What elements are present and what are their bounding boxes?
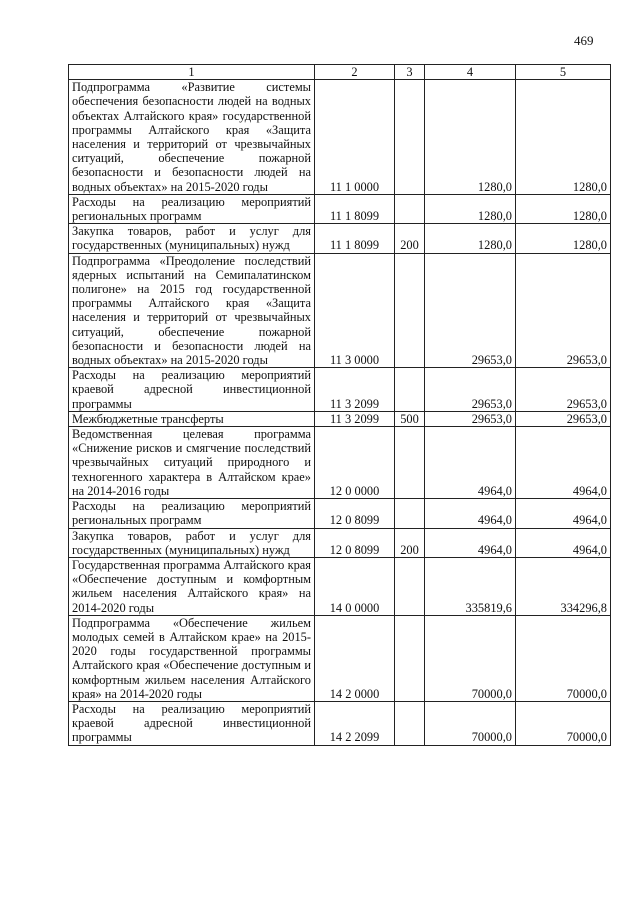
row-amount-col4: 4964,0 [425, 528, 516, 557]
table-row [69, 499, 611, 528]
table-row [69, 427, 611, 499]
table-row [69, 528, 611, 557]
row-amount-col4: 29653,0 [425, 368, 516, 412]
table-row [69, 80, 611, 195]
row-name: Подпрограмма «Обеспечение жильем молодых семей в Алтайском крае» на 2015-2020 годы государственной программы Алтайского края «Обеспечение доступным и комфортным жильем населения Алтайского края» на 2014-2020 годы [69, 615, 315, 701]
row-amount-col4: 335819,6 [425, 557, 516, 615]
row-amount-col5: 70000,0 [516, 615, 611, 701]
row-amount-col5: 4964,0 [516, 427, 611, 499]
row-amount-col5: 29653,0 [516, 368, 611, 412]
table-row [69, 411, 611, 426]
row-amount-col4: 70000,0 [425, 701, 516, 745]
row-code: 11 3 2099 [315, 368, 395, 412]
table-row [69, 615, 611, 701]
row-expense-type [395, 557, 425, 615]
column-header: 3 [395, 65, 425, 80]
row-amount-col5: 29653,0 [516, 411, 611, 426]
table-row [69, 224, 611, 253]
table-row [69, 701, 611, 745]
row-amount-col4: 29653,0 [425, 253, 516, 368]
budget-table [68, 64, 611, 746]
row-code: 14 0 0000 [315, 557, 395, 615]
row-amount-col5: 1280,0 [516, 224, 611, 253]
row-expense-type: 200 [395, 528, 425, 557]
row-name: Государственная программа Алтайского края «Обеспечение доступным и комфортным жильем населения Алтайского края» на 2014-2020 годы [69, 557, 315, 615]
row-expense-type [395, 615, 425, 701]
row-amount-col4: 1280,0 [425, 80, 516, 195]
table-row [69, 194, 611, 223]
row-code: 12 0 0000 [315, 427, 395, 499]
row-amount-col4: 70000,0 [425, 615, 516, 701]
column-header: 1 [69, 65, 315, 80]
row-name: Ведомственная целевая программа «Снижение рисков и смягчение последствий чрезвычайных ситуаций природного и техногенного характера в Алтайском крае» на 2014-2016 годы [69, 427, 315, 499]
row-amount-col5: 1280,0 [516, 80, 611, 195]
row-expense-type [395, 701, 425, 745]
row-expense-type [395, 80, 425, 195]
row-name: Расходы на реализацию мероприятий краевой адресной инвестиционной программы [69, 368, 315, 412]
row-expense-type: 500 [395, 411, 425, 426]
row-code: 11 1 8099 [315, 194, 395, 223]
row-amount-col4: 4964,0 [425, 499, 516, 528]
row-expense-type [395, 427, 425, 499]
row-code: 14 2 2099 [315, 701, 395, 745]
row-expense-type [395, 253, 425, 368]
header-row [69, 65, 611, 80]
row-expense-type [395, 368, 425, 412]
row-name: Расходы на реализацию мероприятий региональных программ [69, 194, 315, 223]
row-name: Закупка товаров, работ и услуг для государственных (муниципальных) нужд [69, 528, 315, 557]
row-amount-col5: 70000,0 [516, 701, 611, 745]
row-amount-col5: 29653,0 [516, 253, 611, 368]
row-code: 12 0 8099 [315, 528, 395, 557]
row-name: Подпрограмма «Развитие системы обеспечения безопасности людей на водных объектах Алтайского края» государственной программы Алтайского края «Защита населения и территорий от чрезвычайных ситуаций, обеспечение пожарной безопасности и безопасности людей на водных объектах» на 2015-2020 годы [69, 80, 315, 195]
row-code: 11 3 0000 [315, 253, 395, 368]
row-amount-col5: 4964,0 [516, 528, 611, 557]
column-header: 5 [516, 65, 611, 80]
row-amount-col5: 4964,0 [516, 499, 611, 528]
table-row [69, 368, 611, 412]
row-amount-col4: 1280,0 [425, 194, 516, 223]
row-amount-col4: 4964,0 [425, 427, 516, 499]
row-amount-col4: 1280,0 [425, 224, 516, 253]
row-code: 11 1 8099 [315, 224, 395, 253]
row-name: Подпрограмма «Преодоление последствий ядерных испытаний на Семипалатинском полигоне» на 2015 год государственной программы Алтайского края «Защита населения и территорий от чрезвычайных ситуаций, обеспечение пожарной безопасности и безопасности людей на водных объектах» на 2015-2020 годы [69, 253, 315, 368]
row-code: 11 1 0000 [315, 80, 395, 195]
row-name: Закупка товаров, работ и услуг для государственных (муниципальных) нужд [69, 224, 315, 253]
table-row [69, 557, 611, 615]
row-code: 11 3 2099 [315, 411, 395, 426]
column-header: 2 [315, 65, 395, 80]
row-name: Расходы на реализацию мероприятий региональных программ [69, 499, 315, 528]
row-expense-type [395, 499, 425, 528]
row-amount-col5: 1280,0 [516, 194, 611, 223]
row-name: Расходы на реализацию мероприятий краевой адресной инвестиционной программы [69, 701, 315, 745]
page-number: 469 [574, 33, 594, 48]
column-header: 4 [425, 65, 516, 80]
row-amount-col4: 29653,0 [425, 411, 516, 426]
row-expense-type: 200 [395, 224, 425, 253]
row-amount-col5: 334296,8 [516, 557, 611, 615]
row-code: 12 0 8099 [315, 499, 395, 528]
row-name: Межбюджетные трансферты [69, 411, 315, 426]
row-expense-type [395, 194, 425, 223]
table-row [69, 253, 611, 368]
row-code: 14 2 0000 [315, 615, 395, 701]
